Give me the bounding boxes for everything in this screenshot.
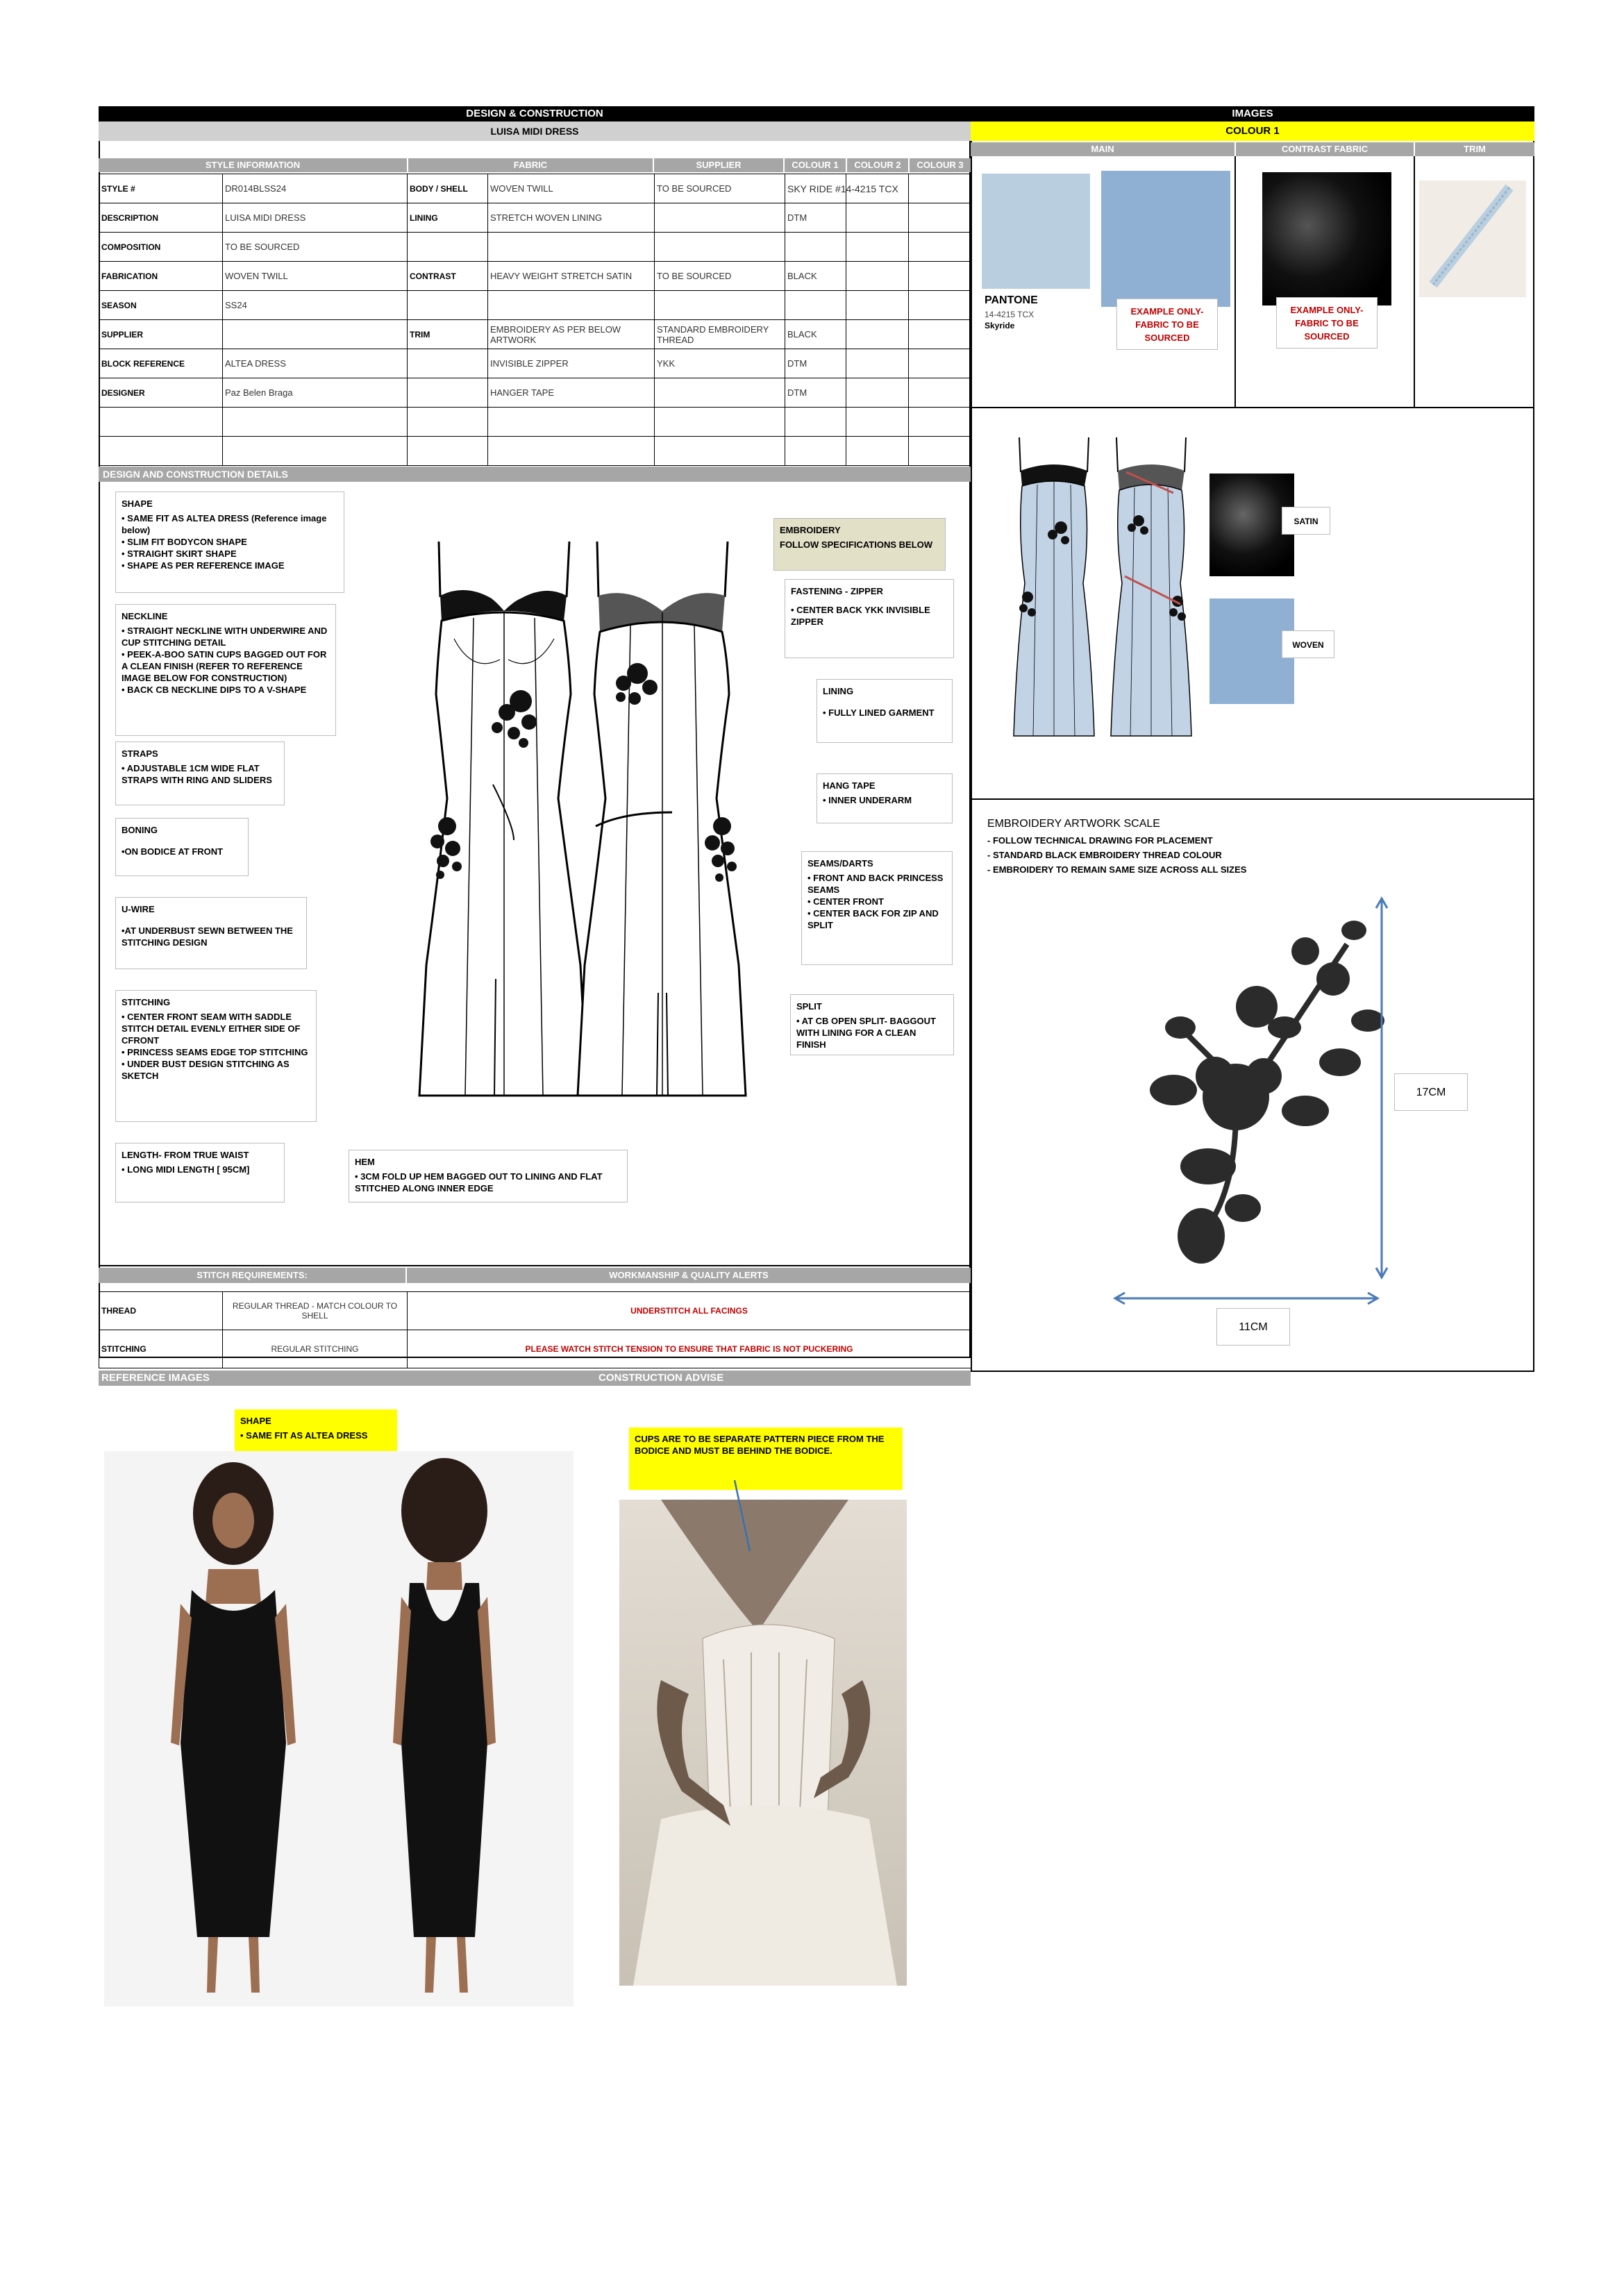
fabric-label	[408, 408, 488, 437]
dimension-arrows	[1103, 896, 1394, 1312]
header-colour-1: COLOUR 1	[785, 158, 846, 172]
colour-3-value	[909, 378, 971, 408]
colour-3-value	[909, 203, 971, 233]
header-colour-3: COLOUR 3	[910, 158, 971, 172]
contrast-example-note: EXAMPLE ONLY- FABRIC TO BE SOURCED	[1276, 297, 1378, 349]
quality-alert: PLEASE WATCH STITCH TENSION TO ENSURE THAT FABRIC IS NOT PUCKERING	[408, 1330, 971, 1368]
fabric-label	[408, 349, 488, 378]
lining-note-title: LINING	[823, 686, 854, 696]
reference-photo-corset	[619, 1500, 907, 1986]
colour-1-value: DTM	[785, 349, 846, 378]
hang-tape-note-title: HANG TAPE	[823, 780, 876, 791]
colour-3-value	[909, 262, 971, 291]
callout-arrow	[729, 1479, 757, 1555]
row-value	[223, 437, 408, 466]
shape-note	[115, 492, 344, 593]
zipper-icon	[1419, 181, 1526, 297]
row-value: ALTEA DRESS	[223, 349, 408, 378]
artwork-title: EMBROIDERY ARTWORK SCALE	[987, 818, 1160, 830]
style-info-row	[99, 291, 971, 320]
colour-1-value: DTM	[785, 378, 846, 408]
divider	[99, 1265, 971, 1266]
back-dress-sketch	[568, 535, 755, 1104]
colour-1-value: BLACK	[785, 262, 846, 291]
pantone-swatch	[982, 174, 1090, 289]
supplier-value	[655, 408, 785, 437]
row-value	[223, 320, 408, 349]
row-value: DR014BLSS24	[223, 174, 408, 203]
row-value: SS24	[223, 291, 408, 320]
boning-note-body: •ON BODICE AT FRONT	[122, 846, 224, 857]
hem-note-body: • 3CM FOLD UP HEM BAGGED OUT TO LINING AND FLAT STITCHED ALONG INNER EDGE	[355, 1171, 603, 1193]
row-label	[99, 437, 223, 466]
colour-2-value	[846, 203, 909, 233]
colour-2-value	[846, 378, 909, 408]
fabric-label	[408, 378, 488, 408]
artwork-notes	[987, 833, 1246, 877]
seams-darts-note	[801, 851, 953, 965]
style-info-row	[99, 174, 971, 203]
row-value	[223, 408, 408, 437]
style-info-row	[99, 262, 971, 291]
reference-photo-back	[361, 1451, 574, 2006]
stitch-value: REGULAR THREAD - MATCH COLOUR TO SHELL	[223, 1292, 408, 1330]
length-note-body: • LONG MIDI LENGTH [ 95CM]	[122, 1164, 250, 1175]
colour-1-value	[785, 233, 846, 262]
trim-swatch	[1419, 181, 1526, 297]
style-info-row	[99, 349, 971, 378]
colour-3-value	[909, 320, 971, 349]
reference-shape-body: • SAME FIT AS ALTEA DRESS	[240, 1430, 368, 1441]
colour-3-value	[909, 233, 971, 262]
fabric-label: BODY / SHELL	[408, 174, 488, 203]
fabric-value	[488, 437, 655, 466]
style-info-row	[99, 320, 971, 349]
colour-dress-sketch	[1007, 430, 1201, 750]
row-label: SEASON	[99, 291, 223, 320]
colour-3-value	[909, 408, 971, 437]
supplier-value	[655, 437, 785, 466]
row-label: SUPPLIER	[99, 320, 223, 349]
split-note-title: SPLIT	[796, 1001, 822, 1012]
colour-1-value: BLACK	[785, 320, 846, 349]
colour-1-value	[785, 408, 846, 437]
header-style-information: STYLE INFORMATION	[99, 158, 407, 172]
colour-3-value	[909, 349, 971, 378]
fabric-label	[408, 233, 488, 262]
row-value: LUISA MIDI DRESS	[223, 203, 408, 233]
fabric-value	[488, 233, 655, 262]
colour-1-value: DTM	[785, 203, 846, 233]
artwork-note-line: - EMBROIDERY TO REMAIN SAME SIZE ACROSS ALL SIZES	[987, 864, 1247, 875]
straps-note-title: STRAPS	[122, 748, 158, 759]
embroidery-note-body: FOLLOW SPECIFICATIONS BELOW	[780, 539, 933, 550]
style-info-row	[99, 408, 971, 437]
colour-2-value	[846, 320, 909, 349]
fastening-note-title: FASTENING - ZIPPER	[791, 586, 883, 596]
colour-2-value	[846, 262, 909, 291]
height-dimension-label: 17CM	[1394, 1073, 1468, 1111]
woven-label: WOVEN	[1282, 630, 1334, 658]
colour-2-value	[846, 349, 909, 378]
style-info-row	[99, 233, 971, 262]
stitch-label: STITCHING	[99, 1330, 223, 1368]
supplier-value: YKK	[655, 349, 785, 378]
neckline-note-body: • STRAIGHT NECKLINE WITH UNDERWIRE AND CUP STITCHING DETAIL • PEEK-A-BOO SATIN CUPS BAGGED OUT FOR A CLEAN FINISH (REFER TO REFERENCE IMAGE BELOW FOR CONSTRUCTION) • BACK CB NECKLINE DIPS TO A V-SHAPE	[122, 626, 328, 695]
row-value: Paz Belen Braga	[223, 378, 408, 408]
reference-images-label: REFERENCE IMAGES	[101, 1372, 210, 1384]
stitching-note-body: • CENTER FRONT SEAM WITH SADDLE STITCH DETAIL EVENLY EITHER SIDE OF CFRONT • PRINCESS SEAMS EDGE TOP STITCHING • UNDER BUST DESIGN STITCHING AS SKETCH	[122, 1012, 308, 1081]
pantone-code: 14-4215 TCX	[985, 310, 1035, 319]
stitching-note	[115, 990, 317, 1122]
fabric-value: STRETCH WOVEN LINING	[488, 203, 655, 233]
reference-shape-note	[235, 1409, 397, 1451]
supplier-value	[655, 291, 785, 320]
images-title: IMAGES	[971, 106, 1534, 121]
stitch-table	[99, 1291, 971, 1368]
supplier-value	[655, 203, 785, 233]
colour-3-value	[909, 291, 971, 320]
fabric-value	[488, 408, 655, 437]
colour-2-value	[846, 437, 909, 466]
colour-2-value	[846, 408, 909, 437]
style-info-row	[99, 378, 971, 408]
shape-note-title: SHAPE	[122, 498, 153, 509]
style-information-table	[99, 174, 971, 466]
neckline-note-title: NECKLINE	[122, 611, 168, 621]
stitch-label: THREAD	[99, 1292, 223, 1330]
shape-note-body: • SAME FIT AS ALTEA DRESS (Reference image below) • SLIM FIT BODYCON SHAPE • STRAIGHT SKIRT SHAPE • SHAPE AS PER REFERENCE IMAGE	[122, 513, 327, 571]
trim-header: TRIM	[1415, 142, 1534, 156]
main-example-note: EXAMPLE ONLY- FABRIC TO BE SOURCED	[1116, 299, 1218, 350]
header-supplier: SUPPLIER	[654, 158, 783, 172]
style-info-row	[99, 437, 971, 466]
fastening-note	[785, 579, 954, 658]
fabric-value	[488, 291, 655, 320]
reference-photo-front	[104, 1451, 361, 2006]
colour-3-value	[909, 437, 971, 466]
fabric-value: HEAVY WEIGHT STRETCH SATIN	[488, 262, 655, 291]
fabric-value: WOVEN TWILL	[488, 174, 655, 203]
boning-note-title: BONING	[122, 825, 158, 835]
fabric-value: HANGER TAPE	[488, 378, 655, 408]
fabric-value: EMBROIDERY AS PER BELOW ARTWORK	[488, 320, 655, 349]
header-fabric: FABRIC	[408, 158, 653, 172]
uwire-note-title: U-WIRE	[122, 904, 155, 914]
row-label: DESCRIPTION	[99, 203, 223, 233]
row-label: STYLE #	[99, 174, 223, 203]
fabric-label: LINING	[408, 203, 488, 233]
colour-2-value	[846, 291, 909, 320]
split-note-body: • AT CB OPEN SPLIT- BAGGOUT WITH LINING FOR A CLEAN FINISH	[796, 1016, 936, 1050]
fabric-label: TRIM	[408, 320, 488, 349]
length-note	[115, 1143, 285, 1203]
contrast-fabric-header: CONTRAST FABRIC	[1236, 142, 1414, 156]
artwork-note-line: - FOLLOW TECHNICAL DRAWING FOR PLACEMENT	[987, 835, 1213, 846]
colour-1-value: SKY RIDE #14-4215 TCX	[785, 174, 846, 203]
straps-note	[115, 741, 285, 805]
supplier-value: TO BE SOURCED	[655, 262, 785, 291]
reference-shape-title: SHAPE	[240, 1416, 271, 1426]
divider	[1234, 156, 1236, 408]
supplier-value: TO BE SOURCED	[655, 174, 785, 203]
embroidery-note-title: EMBROIDERY	[780, 525, 841, 535]
length-note-title: LENGTH- FROM TRUE WAIST	[122, 1150, 249, 1160]
hang-tape-note	[817, 773, 953, 823]
divider	[971, 798, 1534, 800]
fabric-value: INVISIBLE ZIPPER	[488, 349, 655, 378]
row-label: BLOCK REFERENCE	[99, 349, 223, 378]
details-header: DESIGN AND CONSTRUCTION DETAILS	[99, 467, 971, 482]
lining-note	[817, 679, 953, 743]
section-title: DESIGN & CONSTRUCTION	[99, 106, 971, 121]
supplier-value: STANDARD EMBROIDERY THREAD	[655, 320, 785, 349]
uwire-note-body: •AT UNDERBUST SEWN BETWEEN THE STITCHING DESIGN	[122, 925, 293, 948]
seams-darts-note-title: SEAMS/DARTS	[807, 858, 873, 869]
supplier-value	[655, 233, 785, 262]
main-fabric-swatch	[1101, 171, 1230, 307]
colour-2-value	[846, 233, 909, 262]
row-label: FABRICATION	[99, 262, 223, 291]
row-value: TO BE SOURCED	[223, 233, 408, 262]
stitching-note-title: STITCHING	[122, 997, 171, 1007]
artwork-note-line: - STANDARD BLACK EMBROIDERY THREAD COLOUR	[987, 850, 1222, 860]
stitch-value: REGULAR STITCHING	[223, 1330, 408, 1368]
colour-bar: COLOUR 1	[971, 121, 1534, 141]
style-info-row	[99, 203, 971, 233]
lining-note-body: • FULLY LINED GARMENT	[823, 707, 935, 718]
seams-darts-note-body: • FRONT AND BACK PRINCESS SEAMS • CENTER FRONT • CENTER BACK FOR ZIP AND SPLIT	[807, 873, 944, 930]
main-header: MAIN	[971, 142, 1234, 156]
colour-3-value	[909, 174, 971, 203]
style-name-bar: LUISA MIDI DRESS	[99, 121, 971, 141]
satin-label: SATIN	[1282, 507, 1330, 535]
contrast-fabric-swatch	[1262, 172, 1391, 305]
uwire-note	[115, 897, 307, 969]
workmanship-header: WORKMANSHIP & QUALITY ALERTS	[407, 1268, 971, 1283]
hem-note-title: HEM	[355, 1157, 375, 1167]
colour-1-value	[785, 437, 846, 466]
stitch-requirements-header: STITCH REQUIREMENTS:	[99, 1268, 405, 1283]
fabric-label: CONTRAST	[408, 262, 488, 291]
neckline-note	[115, 604, 336, 736]
fabric-label	[408, 437, 488, 466]
reference-images-header	[99, 1371, 971, 1386]
row-value: WOVEN TWILL	[223, 262, 408, 291]
boning-note	[115, 818, 249, 876]
embroidery-note	[773, 518, 946, 571]
straps-note-body: • ADJUSTABLE 1CM WIDE FLAT STRAPS WITH RING AND SLIDERS	[122, 763, 272, 785]
supplier-value	[655, 378, 785, 408]
fastening-note-body: • CENTER BACK YKK INVISIBLE ZIPPER	[791, 605, 930, 627]
colour-1-value	[785, 291, 846, 320]
width-dimension-label: 11CM	[1216, 1308, 1290, 1346]
construction-advise-label: CONSTRUCTION ADVISE	[598, 1372, 724, 1384]
quality-alert: UNDERSTITCH ALL FACINGS	[408, 1292, 971, 1330]
header-colour-2: COLOUR 2	[847, 158, 908, 172]
row-label: COMPOSITION	[99, 233, 223, 262]
pantone-name: Skyride	[985, 321, 1015, 330]
divider	[971, 407, 1534, 408]
pantone-brand: PANTONE	[985, 294, 1038, 306]
divider	[1414, 156, 1415, 408]
row-label	[99, 408, 223, 437]
row-label: DESIGNER	[99, 378, 223, 408]
cups-construction-note: CUPS ARE TO BE SEPARATE PATTERN PIECE FROM THE BODICE AND MUST BE BEHIND THE BODICE.	[629, 1427, 903, 1490]
fabric-label	[408, 291, 488, 320]
hang-tape-note-body: • INNER UNDERARM	[823, 795, 912, 805]
split-note	[790, 994, 954, 1055]
hem-note	[349, 1150, 628, 1203]
